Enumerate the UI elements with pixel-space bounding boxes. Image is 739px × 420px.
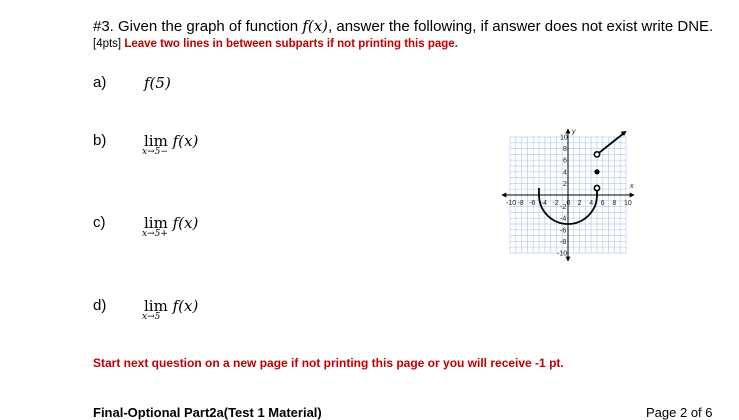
x-tick-label: 4 xyxy=(589,200,594,207)
x-tick-label: 10 xyxy=(624,200,632,207)
y-tick-label: 4 xyxy=(563,169,567,177)
y-tick-label: 10 xyxy=(560,134,568,142)
tick-labels xyxy=(506,135,632,258)
question-title: #3. Given the graph of function f(x), answer the following, if answer does not exist write DNE. xyxy=(93,17,714,35)
instruction-text: Leave two lines in between subparts if not printing this page. xyxy=(124,38,458,50)
x-axis-arrow-left xyxy=(501,193,506,198)
x-tick-label: -4 xyxy=(540,200,548,207)
y-tick-label: -6 xyxy=(560,227,567,235)
x-tick-label: -10 xyxy=(506,200,517,207)
y-tick-label: 8 xyxy=(563,146,567,154)
points-line xyxy=(93,38,458,50)
y-tick-label: -2 xyxy=(560,204,567,212)
part-b-subscript: x→5− xyxy=(142,147,168,157)
y-tick-label: -4 xyxy=(560,215,567,223)
x-tick-label: -6 xyxy=(529,200,536,207)
x-axis-label: x xyxy=(630,183,634,190)
filled-point xyxy=(594,169,599,174)
y-tick-label: 2 xyxy=(563,180,567,188)
y-axis-arrow-top xyxy=(566,128,571,133)
y-tick-label: -8 xyxy=(560,238,567,246)
x-tick-label: 0 xyxy=(566,200,571,207)
part-c-label: c) xyxy=(93,214,106,231)
part-d-subscript: x→5 xyxy=(142,312,161,322)
function-name: f(x) xyxy=(302,17,329,35)
footer-title: Final-Optional Part2a(Test 1 Material) xyxy=(93,405,322,420)
y-tick-label: 6 xyxy=(563,157,567,165)
y-tick-label: -10 xyxy=(557,250,568,258)
warning-text: Start next question on a new page if not printing this page or you will receive -1 pt. xyxy=(93,356,564,370)
part-b-label: b) xyxy=(93,132,107,149)
page-number: Page 2 of 6 xyxy=(646,405,713,420)
ray-segment xyxy=(597,132,625,154)
part-d-expression: lim x→5 f(x) xyxy=(142,297,199,322)
open-circle-upper xyxy=(594,152,599,157)
x-tick-label: 8 xyxy=(612,200,617,207)
part-a-label: a) xyxy=(93,74,107,91)
x-tick-label: 2 xyxy=(577,200,582,207)
points-value: [4pts] xyxy=(93,38,122,50)
x-tick-label: -2 xyxy=(552,200,559,207)
part-c-subscript: x→5+ xyxy=(142,229,168,239)
part-d-label: d) xyxy=(93,297,107,314)
part-a-expression: f(5) xyxy=(144,74,171,92)
function-graph xyxy=(458,68,694,302)
x-tick-label: 6 xyxy=(600,200,605,207)
x-tick-label: -8 xyxy=(517,200,524,207)
open-circle-lower xyxy=(594,185,599,190)
part-c-expression: lim x→5+ f(x) xyxy=(142,214,199,239)
part-b-expression: lim x→5− f(x) xyxy=(142,132,199,157)
x-axis-arrow-right xyxy=(630,193,635,198)
y-axis-label: y xyxy=(572,128,576,136)
